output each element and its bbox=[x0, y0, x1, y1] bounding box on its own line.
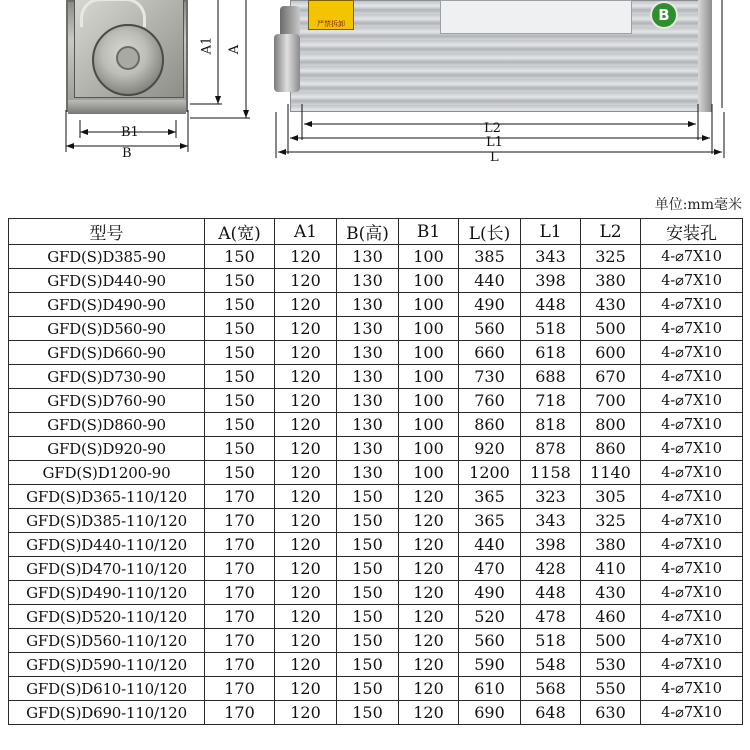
cell-b1: 100 bbox=[399, 389, 459, 413]
cell-mounting-holes: 4-⌀7X10 bbox=[641, 269, 743, 293]
cell-b1: 100 bbox=[399, 245, 459, 269]
cell-b1: 120 bbox=[399, 701, 459, 725]
cell-a-width: 150 bbox=[205, 293, 275, 317]
cell-l2: 860 bbox=[581, 437, 641, 461]
cell-a-width: 170 bbox=[205, 701, 275, 725]
cell-b1: 120 bbox=[399, 629, 459, 653]
cell-l-length: 1200 bbox=[459, 461, 521, 485]
cell-b-height: 150 bbox=[337, 509, 399, 533]
cell-l1: 568 bbox=[521, 677, 581, 701]
cell-l2: 670 bbox=[581, 365, 641, 389]
dimension-lines bbox=[0, 0, 750, 195]
cell-l2: 1140 bbox=[581, 461, 641, 485]
cell-l1: 878 bbox=[521, 437, 581, 461]
cell-a-width: 150 bbox=[205, 437, 275, 461]
cell-a-width: 150 bbox=[205, 245, 275, 269]
cell-l2: 325 bbox=[581, 509, 641, 533]
table-body bbox=[9, 245, 743, 725]
cell-b-height: 150 bbox=[337, 605, 399, 629]
cell-l1: 478 bbox=[521, 605, 581, 629]
cell-b-height: 150 bbox=[337, 485, 399, 509]
table-row bbox=[9, 653, 743, 677]
cell-b-height: 150 bbox=[337, 581, 399, 605]
cell-l-length: 365 bbox=[459, 485, 521, 509]
cell-b1: 120 bbox=[399, 653, 459, 677]
cell-b-height: 130 bbox=[337, 293, 399, 317]
cell-a-width: 150 bbox=[205, 413, 275, 437]
cell-model: GFD(S)D660-90 bbox=[9, 341, 205, 365]
cell-model: GFD(S)D920-90 bbox=[9, 437, 205, 461]
cell-model: GFD(S)D490-110/120 bbox=[9, 581, 205, 605]
cell-l-length: 760 bbox=[459, 389, 521, 413]
cell-a1: 120 bbox=[275, 365, 337, 389]
cell-model: GFD(S)D520-110/120 bbox=[9, 605, 205, 629]
cell-model: GFD(S)D560-110/120 bbox=[9, 629, 205, 653]
header-mounting-holes: 安装孔 bbox=[641, 219, 743, 245]
cell-mounting-holes: 4-⌀7X10 bbox=[641, 653, 743, 677]
cell-l1: 448 bbox=[521, 581, 581, 605]
cell-a-width: 150 bbox=[205, 461, 275, 485]
cell-l1: 398 bbox=[521, 533, 581, 557]
cell-l-length: 490 bbox=[459, 581, 521, 605]
cell-b1: 120 bbox=[399, 557, 459, 581]
dimension-l1-label: L1 bbox=[486, 135, 503, 150]
cell-b-height: 130 bbox=[337, 269, 399, 293]
cell-b1: 100 bbox=[399, 461, 459, 485]
cell-l-length: 440 bbox=[459, 533, 521, 557]
cell-b1: 100 bbox=[399, 269, 459, 293]
cell-b1: 120 bbox=[399, 533, 459, 557]
cell-l-length: 660 bbox=[459, 341, 521, 365]
cell-l1: 548 bbox=[521, 653, 581, 677]
cell-l1: 518 bbox=[521, 317, 581, 341]
cell-a1: 120 bbox=[275, 317, 337, 341]
cell-a-width: 150 bbox=[205, 365, 275, 389]
cell-mounting-holes: 4-⌀7X10 bbox=[641, 509, 743, 533]
cell-b-height: 130 bbox=[337, 461, 399, 485]
table-row bbox=[9, 389, 743, 413]
cell-l2: 700 bbox=[581, 389, 641, 413]
cell-l1: 618 bbox=[521, 341, 581, 365]
cell-model: GFD(S)D730-90 bbox=[9, 365, 205, 389]
cell-b-height: 130 bbox=[337, 413, 399, 437]
dimension-b1-label: B1 bbox=[121, 125, 139, 140]
cell-mounting-holes: 4-⌀7X10 bbox=[641, 677, 743, 701]
cell-l1: 323 bbox=[521, 485, 581, 509]
warning-label: 严禁拆卸 bbox=[308, 0, 354, 30]
cell-mounting-holes: 4-⌀7X10 bbox=[641, 389, 743, 413]
cell-b-height: 130 bbox=[337, 365, 399, 389]
cell-b1: 100 bbox=[399, 437, 459, 461]
table-row bbox=[9, 605, 743, 629]
spec-table bbox=[8, 218, 743, 725]
cell-a1: 120 bbox=[275, 701, 337, 725]
header-l1: L1 bbox=[521, 219, 581, 245]
cell-mounting-holes: 4-⌀7X10 bbox=[641, 557, 743, 581]
cell-b-height: 150 bbox=[337, 557, 399, 581]
cell-l-length: 860 bbox=[459, 413, 521, 437]
dimension-a-label: A bbox=[227, 44, 243, 55]
cell-model: GFD(S)D470-110/120 bbox=[9, 557, 205, 581]
dimension-l2-label: L2 bbox=[484, 121, 501, 136]
cell-model: GFD(S)D590-110/120 bbox=[9, 653, 205, 677]
cell-l1: 518 bbox=[521, 629, 581, 653]
cell-b1: 120 bbox=[399, 677, 459, 701]
cell-a-width: 170 bbox=[205, 581, 275, 605]
cell-b1: 120 bbox=[399, 485, 459, 509]
cell-a1: 120 bbox=[275, 581, 337, 605]
cell-model: GFD(S)D860-90 bbox=[9, 413, 205, 437]
cell-mounting-holes: 4-⌀7X10 bbox=[641, 317, 743, 341]
cell-model: GFD(S)D440-90 bbox=[9, 269, 205, 293]
cell-a-width: 150 bbox=[205, 341, 275, 365]
table-row bbox=[9, 341, 743, 365]
cell-l2: 460 bbox=[581, 605, 641, 629]
cell-a-width: 150 bbox=[205, 269, 275, 293]
cell-l-length: 440 bbox=[459, 269, 521, 293]
cell-a1: 120 bbox=[275, 557, 337, 581]
cell-l2: 500 bbox=[581, 629, 641, 653]
cell-a-width: 170 bbox=[205, 509, 275, 533]
cell-l2: 630 bbox=[581, 701, 641, 725]
table-row bbox=[9, 701, 743, 725]
cell-mounting-holes: 4-⌀7X10 bbox=[641, 437, 743, 461]
cell-a1: 120 bbox=[275, 533, 337, 557]
cell-b1: 100 bbox=[399, 293, 459, 317]
cell-l1: 398 bbox=[521, 269, 581, 293]
cell-model: GFD(S)D690-110/120 bbox=[9, 701, 205, 725]
cell-b-height: 130 bbox=[337, 437, 399, 461]
header-a-width: A(宽) bbox=[205, 219, 275, 245]
cell-l-length: 490 bbox=[459, 293, 521, 317]
cell-model: GFD(S)D440-110/120 bbox=[9, 533, 205, 557]
cell-l1: 428 bbox=[521, 557, 581, 581]
cell-a-width: 170 bbox=[205, 677, 275, 701]
table-row bbox=[9, 317, 743, 341]
cell-l-length: 730 bbox=[459, 365, 521, 389]
cell-model: GFD(S)D760-90 bbox=[9, 389, 205, 413]
cell-l2: 500 bbox=[581, 317, 641, 341]
header-l-length: L(长) bbox=[459, 219, 521, 245]
cell-l-length: 560 bbox=[459, 317, 521, 341]
cell-b1: 120 bbox=[399, 605, 459, 629]
cell-l1: 688 bbox=[521, 365, 581, 389]
cell-l2: 530 bbox=[581, 653, 641, 677]
dimension-a1-label: A1 bbox=[199, 36, 215, 55]
cell-mounting-holes: 4-⌀7X10 bbox=[641, 581, 743, 605]
cell-a1: 120 bbox=[275, 293, 337, 317]
unit-note: 单位:mm毫米 bbox=[654, 197, 742, 213]
cell-l1: 718 bbox=[521, 389, 581, 413]
cell-b-height: 150 bbox=[337, 653, 399, 677]
cell-a1: 120 bbox=[275, 245, 337, 269]
cell-model: GFD(S)D560-90 bbox=[9, 317, 205, 341]
table-row bbox=[9, 533, 743, 557]
cell-b-height: 130 bbox=[337, 317, 399, 341]
dimension-b-label: B bbox=[122, 146, 132, 161]
cell-mounting-holes: 4-⌀7X10 bbox=[641, 341, 743, 365]
table-row bbox=[9, 461, 743, 485]
cell-a-width: 150 bbox=[205, 317, 275, 341]
cell-l-length: 690 bbox=[459, 701, 521, 725]
cell-b-height: 150 bbox=[337, 677, 399, 701]
table-row bbox=[9, 629, 743, 653]
cell-l2: 430 bbox=[581, 293, 641, 317]
cell-l1: 343 bbox=[521, 245, 581, 269]
table-row bbox=[9, 269, 743, 293]
cell-l-length: 560 bbox=[459, 629, 521, 653]
cell-mounting-holes: 4-⌀7X10 bbox=[641, 293, 743, 317]
cell-mounting-holes: 4-⌀7X10 bbox=[641, 485, 743, 509]
dimension-drawing bbox=[0, 0, 750, 195]
table-row bbox=[9, 509, 743, 533]
cell-mounting-holes: 4-⌀7X10 bbox=[641, 365, 743, 389]
cell-a1: 120 bbox=[275, 677, 337, 701]
cell-model: GFD(S)D490-90 bbox=[9, 293, 205, 317]
cell-a1: 120 bbox=[275, 653, 337, 677]
cell-l-length: 385 bbox=[459, 245, 521, 269]
cell-mounting-holes: 4-⌀7X10 bbox=[641, 461, 743, 485]
cell-b-height: 130 bbox=[337, 341, 399, 365]
table-row bbox=[9, 581, 743, 605]
table-row bbox=[9, 293, 743, 317]
cell-model: GFD(S)D365-110/120 bbox=[9, 485, 205, 509]
cell-l2: 325 bbox=[581, 245, 641, 269]
cell-a-width: 150 bbox=[205, 389, 275, 413]
cell-a1: 120 bbox=[275, 437, 337, 461]
cell-a-width: 170 bbox=[205, 533, 275, 557]
cell-a-width: 170 bbox=[205, 629, 275, 653]
cell-mounting-holes: 4-⌀7X10 bbox=[641, 629, 743, 653]
dimension-l-label: L bbox=[490, 150, 499, 165]
header-b-height: B(高) bbox=[337, 219, 399, 245]
cell-l-length: 590 bbox=[459, 653, 521, 677]
table-row bbox=[9, 437, 743, 461]
cell-l1: 818 bbox=[521, 413, 581, 437]
cell-b1: 100 bbox=[399, 413, 459, 437]
cell-mounting-holes: 4-⌀7X10 bbox=[641, 245, 743, 269]
cell-l2: 380 bbox=[581, 269, 641, 293]
cell-l2: 305 bbox=[581, 485, 641, 509]
cell-l2: 600 bbox=[581, 341, 641, 365]
cell-b1: 120 bbox=[399, 509, 459, 533]
cell-l-length: 920 bbox=[459, 437, 521, 461]
cell-l1: 343 bbox=[521, 509, 581, 533]
cell-model: GFD(S)D385-110/120 bbox=[9, 509, 205, 533]
cell-a1: 120 bbox=[275, 413, 337, 437]
cell-b1: 100 bbox=[399, 365, 459, 389]
header-a1: A1 bbox=[275, 219, 337, 245]
cell-l2: 430 bbox=[581, 581, 641, 605]
cell-mounting-holes: 4-⌀7X10 bbox=[641, 701, 743, 725]
table-row bbox=[9, 413, 743, 437]
cell-b1: 120 bbox=[399, 581, 459, 605]
cell-l-length: 520 bbox=[459, 605, 521, 629]
cell-mounting-holes: 4-⌀7X10 bbox=[641, 533, 743, 557]
cell-a1: 120 bbox=[275, 341, 337, 365]
cell-b-height: 150 bbox=[337, 701, 399, 725]
table-row bbox=[9, 677, 743, 701]
table-row bbox=[9, 485, 743, 509]
cell-l1: 1158 bbox=[521, 461, 581, 485]
cell-a1: 120 bbox=[275, 389, 337, 413]
cell-l2: 550 bbox=[581, 677, 641, 701]
cell-model: GFD(S)D1200-90 bbox=[9, 461, 205, 485]
cell-l-length: 610 bbox=[459, 677, 521, 701]
cell-b-height: 150 bbox=[337, 533, 399, 557]
header-model: 型号 bbox=[9, 219, 205, 245]
cell-l1: 448 bbox=[521, 293, 581, 317]
cell-b-height: 130 bbox=[337, 389, 399, 413]
cell-b1: 100 bbox=[399, 341, 459, 365]
cell-l2: 380 bbox=[581, 533, 641, 557]
cell-a1: 120 bbox=[275, 485, 337, 509]
cell-b1: 100 bbox=[399, 317, 459, 341]
cell-a-width: 170 bbox=[205, 605, 275, 629]
cell-b-height: 150 bbox=[337, 629, 399, 653]
cell-mounting-holes: 4-⌀7X10 bbox=[641, 605, 743, 629]
cell-model: GFD(S)D610-110/120 bbox=[9, 677, 205, 701]
cell-a1: 120 bbox=[275, 605, 337, 629]
cell-model: GFD(S)D385-90 bbox=[9, 245, 205, 269]
header-b1: B1 bbox=[399, 219, 459, 245]
cell-a-width: 170 bbox=[205, 485, 275, 509]
table-header-row bbox=[9, 219, 743, 245]
cell-a1: 120 bbox=[275, 509, 337, 533]
table-row bbox=[9, 557, 743, 581]
cell-mounting-holes: 4-⌀7X10 bbox=[641, 413, 743, 437]
cell-a-width: 170 bbox=[205, 653, 275, 677]
cell-l1: 648 bbox=[521, 701, 581, 725]
table-row bbox=[9, 365, 743, 389]
cell-l-length: 470 bbox=[459, 557, 521, 581]
cell-a-width: 170 bbox=[205, 557, 275, 581]
cell-a1: 120 bbox=[275, 629, 337, 653]
cell-a1: 120 bbox=[275, 461, 337, 485]
cell-l-length: 365 bbox=[459, 509, 521, 533]
cell-b-height: 130 bbox=[337, 245, 399, 269]
brand-badge: B bbox=[650, 1, 678, 29]
header-l2: L2 bbox=[581, 219, 641, 245]
cell-a1: 120 bbox=[275, 269, 337, 293]
cell-l2: 410 bbox=[581, 557, 641, 581]
table-row bbox=[9, 245, 743, 269]
cell-l2: 800 bbox=[581, 413, 641, 437]
